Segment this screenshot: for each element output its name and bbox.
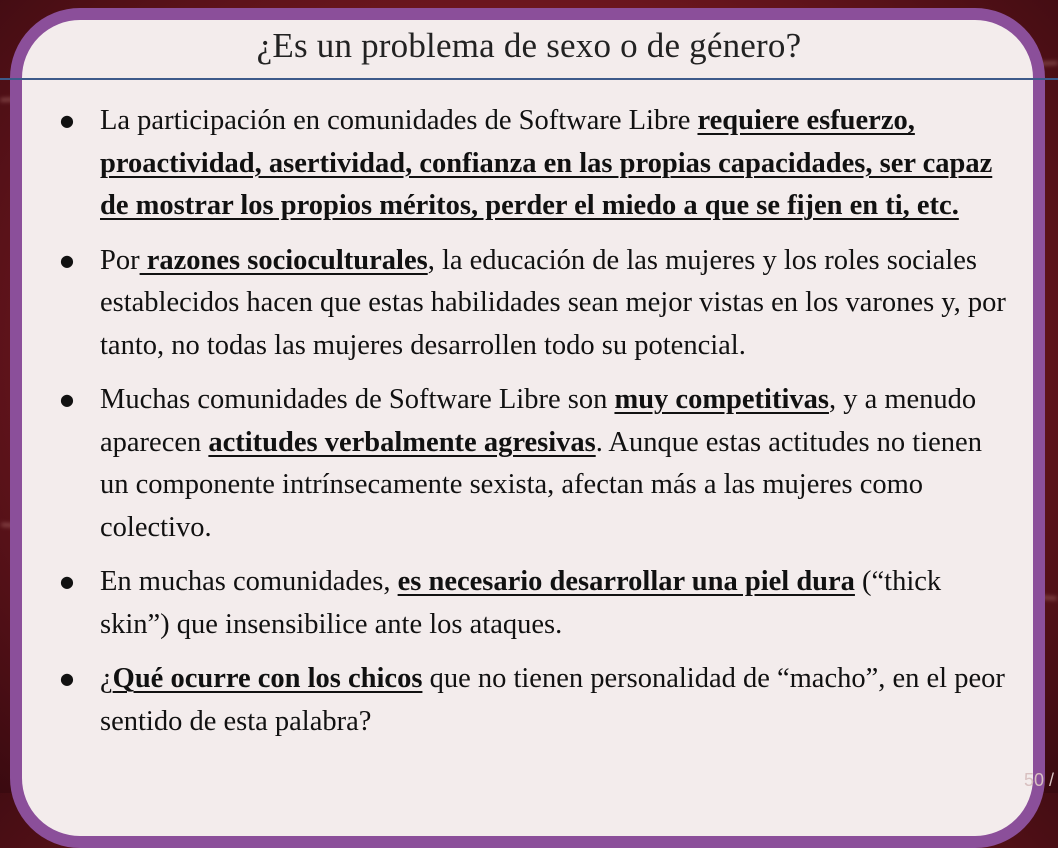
title-divider [0, 78, 1058, 80]
emphasized-text: muy competitivas [614, 384, 829, 415]
bullet-dot-icon: ● [60, 250, 74, 270]
bullet-item [60, 240, 1010, 368]
emphasized-text: es necesario desarrollar una piel dura [397, 566, 855, 597]
bullet-text: . Aunque estas actitudes no tienen un componente intrínsecamente sexista, afectan más a las mujeres como colectivo. [100, 426, 982, 543]
bullet-text: (“thick skin”) que insensibilice ante los ataques. [100, 566, 942, 640]
emphasized-text: requiere esfuerzo, proactividad, asertividad, confianza en las propias capacidades, ser capaz de mostrar los propios méritos, perder el miedo a que se fijen en ti, etc. [100, 105, 993, 221]
emphasized-text: Qué ocurre con los chicos [112, 663, 423, 694]
bullet-text: La participación en comunidades de Software Libre [100, 105, 698, 136]
slide-title: ¿Es un problema de sexo o de género? [256, 26, 802, 65]
bullet-list [60, 100, 1010, 755]
bullet-text: que no tienen personalidad de “macho”, en el peor sentido de esta palabra? [100, 663, 1005, 737]
bullet-dot-icon: ● [60, 669, 74, 688]
bullet-text: Por [100, 244, 140, 276]
bullet-text: , y a menudo aparecen [100, 384, 977, 458]
bullet-dot-icon: ● [60, 572, 74, 591]
bullet-item [60, 658, 1010, 743]
bullet-text: En muchas comunidades, [100, 566, 398, 597]
emphasized-text: razones socioculturales [139, 244, 428, 276]
page-number: 50 / [1023, 770, 1054, 790]
bullet-dot-icon: ● [60, 111, 74, 130]
bullet-item [60, 379, 1010, 549]
bullet-item [60, 561, 1010, 646]
bullet-text: ¿ [100, 663, 113, 694]
bullet-text: , la educación de las mujeres y los roles sociales establecidos hacen que estas habilidades sean mejor vistas en los varones y, por tanto, no todas las mujeres desarrollen todo su potencial. [100, 244, 1006, 361]
bullet-item [60, 100, 1010, 228]
emphasized-text: actitudes verbalmente agresivas [208, 426, 596, 458]
bullet-text: Muchas comunidades de Software Libre son [100, 384, 615, 415]
bullet-dot-icon: ● [60, 390, 74, 409]
